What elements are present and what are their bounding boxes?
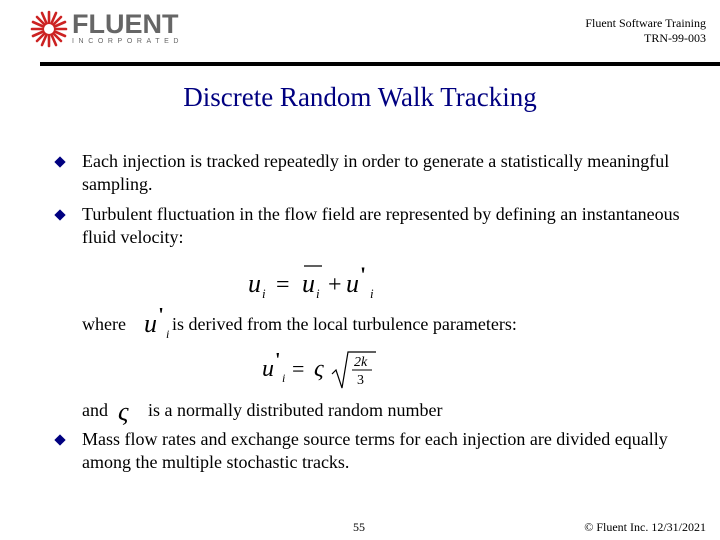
velocity-fluctuation-symbol (142, 308, 176, 347)
svg-text:i: i (262, 286, 266, 301)
bullet-diamond-icon (54, 434, 65, 445)
header-divider (40, 62, 720, 66)
and-description: is a normally distributed random number (148, 400, 443, 420)
header-line-2: TRN-99-003 (644, 31, 706, 45)
svg-text:u: u (262, 356, 274, 382)
and-label: and (82, 400, 108, 420)
svg-text:=: = (292, 356, 305, 381)
svg-text:u: u (346, 269, 359, 298)
svg-text:3: 3 (357, 373, 364, 388)
header-line-1: Fluent Software Training (585, 16, 706, 30)
header-info (585, 16, 706, 46)
fluent-logo-icon (30, 10, 68, 53)
where-description: is derived from the local turbulence parameters: (172, 314, 517, 334)
svg-text:ς: ς (314, 356, 324, 382)
where-label: where (82, 314, 126, 334)
svg-text:+: + (328, 272, 342, 298)
bullet-diamond-icon (54, 209, 65, 220)
svg-text:': ' (360, 262, 367, 287)
page-number: 55 (353, 520, 365, 534)
svg-text:u: u (248, 269, 261, 298)
copyright: © Fluent Inc. 12/31/2021 (584, 520, 706, 534)
svg-text:2k: 2k (354, 355, 368, 370)
svg-text:i: i (316, 286, 320, 301)
svg-text:u: u (302, 269, 315, 298)
svg-text:u: u (144, 309, 157, 338)
bullet-diamond-icon (54, 156, 65, 167)
svg-text:i: i (370, 286, 374, 301)
bullet-text-1: Each injection is tracked repeatedly in order to generate a statistically meaningful sampling. (82, 151, 670, 194)
bullet-text-3: Mass flow rates and exchange source terms for each injection are divided equally among the multiple stochastic tracks. (82, 429, 668, 472)
svg-text:=: = (276, 272, 290, 298)
svg-text:': ' (158, 308, 165, 327)
svg-text:i: i (166, 327, 170, 341)
svg-text:ς: ς (118, 398, 129, 426)
svg-text:i: i (282, 371, 286, 385)
slide-title: Discrete Random Walk Tracking (183, 82, 537, 112)
brand-logo-text: FLUENT (72, 9, 179, 39)
equation-velocity (246, 262, 386, 309)
equation-fluctuation (260, 346, 380, 397)
svg-text:': ' (275, 349, 281, 371)
bullet-text-2: Turbulent fluctuation in the flow field are represented by defining an instantaneous fluid velocity: (82, 204, 680, 247)
brand-logo-subtext: INCORPORATED (72, 38, 184, 45)
